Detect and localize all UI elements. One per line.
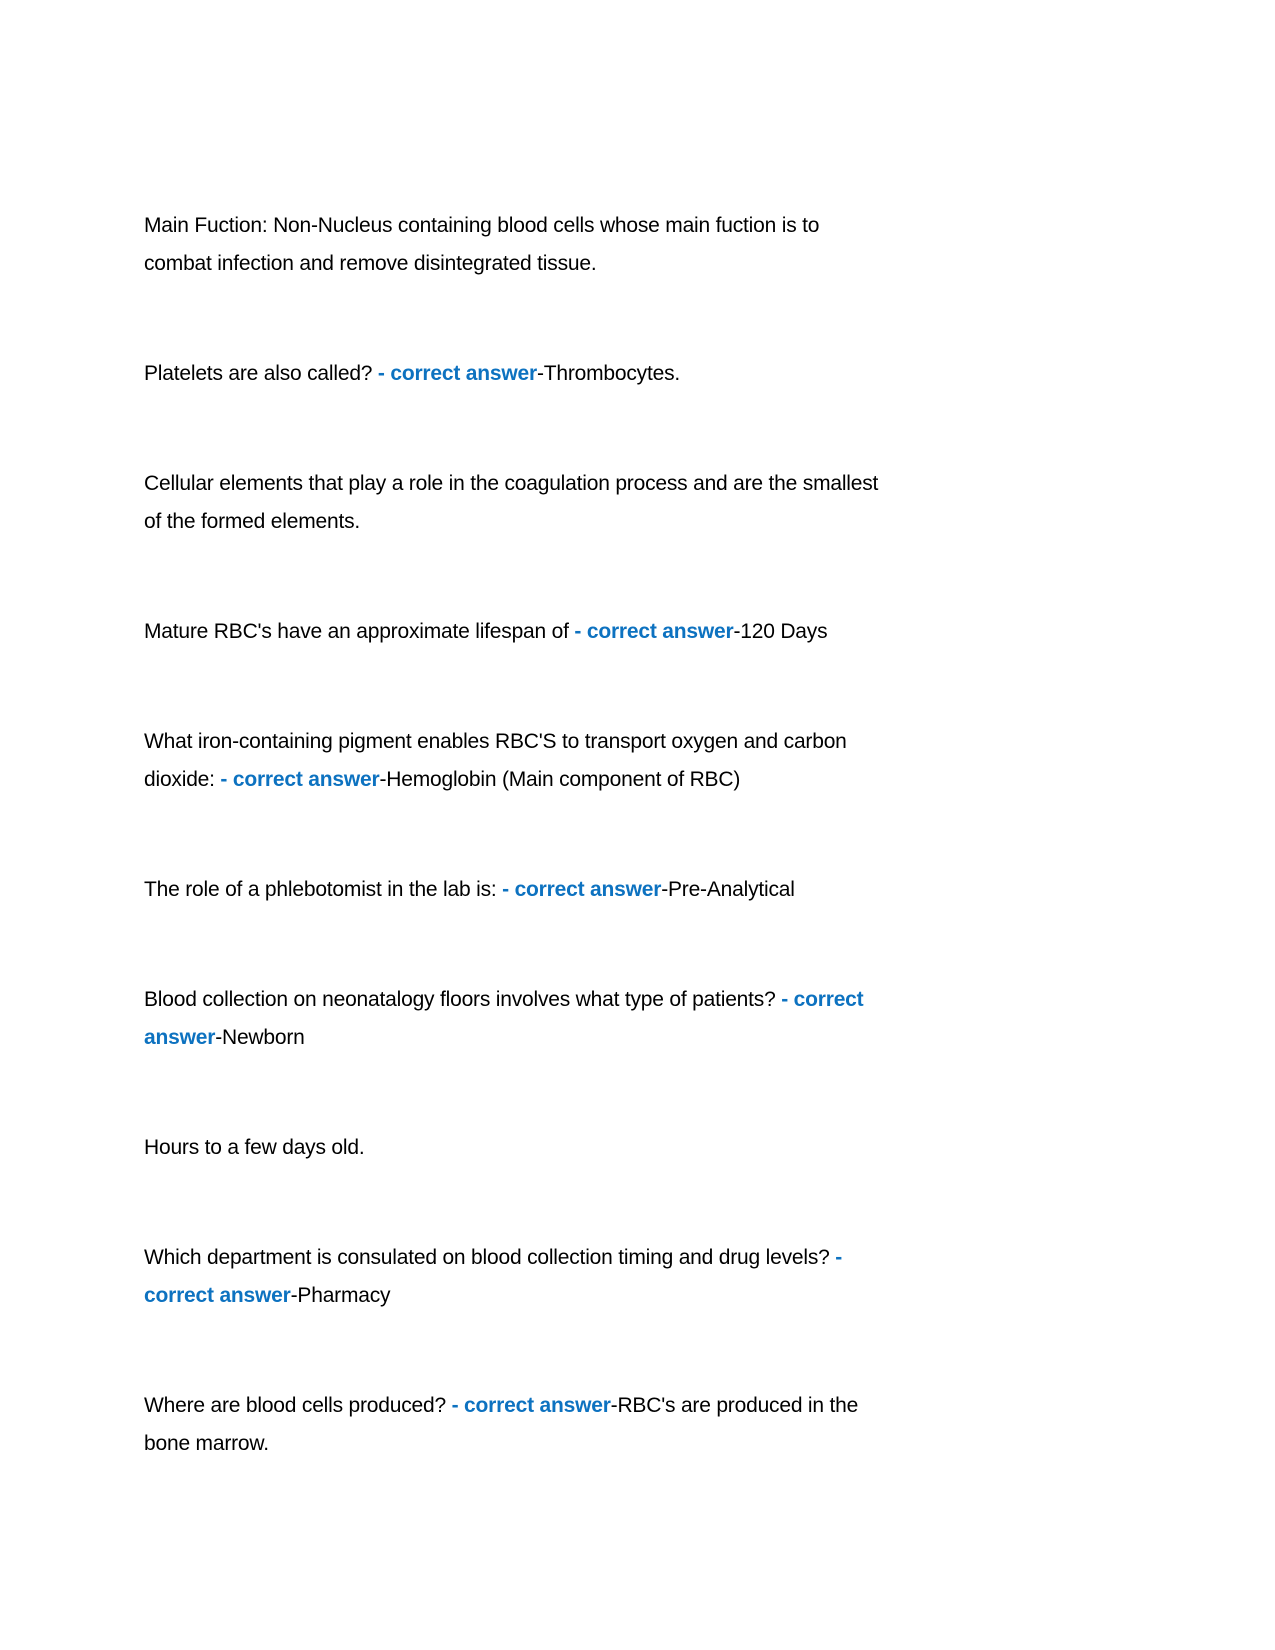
text-segment: Mature RBC's have an approximate lifespan of: [144, 620, 575, 643]
text-segment: What iron-containing pigment enables RBC'S to transport oxygen and carbon: [144, 730, 847, 753]
text-segment: Cellular elements that play a role in the coagulation process and are the smallest: [144, 472, 879, 495]
text-segment: Where are blood cells produced?: [144, 1394, 452, 1417]
correct-answer-marker: - correct answer: [502, 878, 662, 901]
correct-answer-marker: correct answer: [144, 1284, 291, 1307]
text-segment: Main Fuction: Non-Nucleus containing blood cells whose main fuction is to: [144, 214, 820, 237]
text-segment: bone marrow.: [144, 1432, 269, 1455]
text-segment: -Thrombocytes.: [536, 362, 681, 385]
correct-answer-marker: - correct answer: [574, 620, 734, 643]
correct-answer-marker: -: [835, 1246, 843, 1269]
correct-answer-marker: - correct: [781, 988, 864, 1011]
text-segment: Blood collection on neonatalogy floors involves what type of patients?: [144, 988, 782, 1011]
correct-answer-marker: - correct answer: [220, 768, 380, 791]
text-segment: Hours to a few days old.: [144, 1136, 365, 1159]
correct-answer-marker: answer: [144, 1026, 216, 1049]
qa-paragraph: [144, 871, 1155, 909]
text-segment: -Newborn: [215, 1026, 305, 1049]
text-segment: -Pre-Analytical: [661, 878, 795, 901]
text-segment: The role of a phlebotomist in the lab is:: [144, 878, 503, 901]
qa-paragraph: [144, 465, 1155, 541]
qa-paragraph: [144, 207, 1155, 283]
correct-answer-marker: - correct answer: [377, 362, 537, 385]
text-segment: -Hemoglobin (Main component of RBC): [379, 768, 741, 791]
text-segment: Which department is consulated on blood collection timing and drug levels?: [144, 1246, 836, 1269]
text-segment: -RBC's are produced in the: [610, 1394, 859, 1417]
text-segment: -Pharmacy: [290, 1284, 391, 1307]
text-segment: combat infection and remove disintegrated tissue.: [144, 252, 597, 275]
qa-paragraph: [144, 355, 1155, 393]
qa-paragraph: [144, 1239, 1155, 1315]
text-segment: dioxide:: [144, 768, 221, 791]
qa-paragraph: [144, 981, 1155, 1057]
correct-answer-marker: - correct answer: [451, 1394, 611, 1417]
qa-paragraph: [144, 1129, 1155, 1167]
qa-paragraph: [144, 613, 1155, 651]
text-segment: of the formed elements.: [144, 510, 361, 533]
qa-paragraph: [144, 1387, 1155, 1463]
qa-paragraph: [144, 723, 1155, 799]
text-segment: Platelets are also called?: [144, 362, 378, 385]
text-segment: -120 Days: [733, 620, 828, 643]
